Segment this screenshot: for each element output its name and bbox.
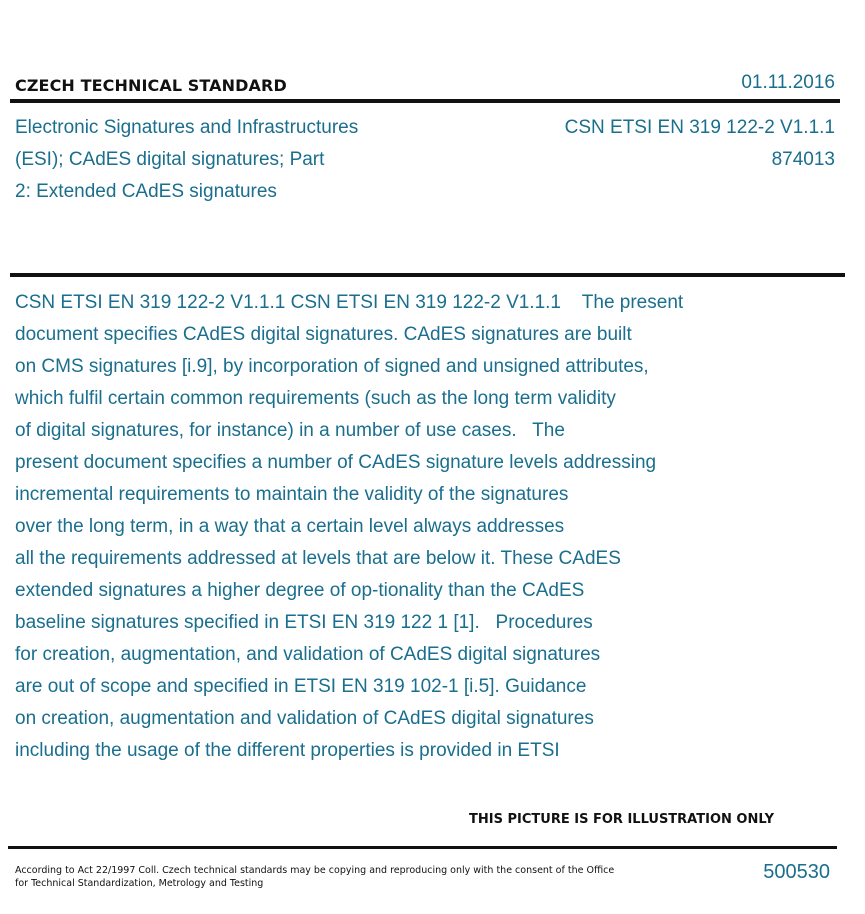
title-divider — [10, 273, 845, 277]
abstract-line: baseline signatures specified in ETSI EN 319 122 1 [1]. Procedures — [15, 612, 593, 633]
standard-title-line: (ESI); CAdES digital signatures; Part — [15, 149, 325, 170]
illustration-disclaimer: THIS PICTURE IS FOR ILLUSTRATION ONLY — [469, 812, 774, 827]
header-divider — [10, 99, 840, 103]
product-code: 500530 — [763, 861, 830, 883]
abstract-line: which fulfil certain common requirements (such as the long term validity — [15, 388, 616, 409]
publication-date: 01.11.2016 — [741, 72, 835, 93]
abstract-line: present document specifies a number of CAdES signature levels addressing — [15, 452, 657, 473]
abstract-line: for creation, augmentation, and validation of CAdES digital signatures — [15, 644, 601, 665]
standard-code: CSN ETSI EN 319 122-2 V1.1.1 — [564, 117, 835, 138]
abstract-line: incremental requirements to maintain the validity of the signatures — [15, 484, 569, 505]
standard-title-line: Electronic Signatures and Infrastructures — [15, 117, 359, 138]
abstract-line: extended signatures a higher degree of op-tionality than the CAdES — [15, 580, 585, 601]
abstract-line: of digital signatures, for instance) in a number of use cases. The — [15, 420, 565, 441]
abstract-line: over the long term, in a way that a certain level always addresses — [15, 516, 565, 537]
abstract-line: including the usage of the different properties is provided in ETSI — [15, 740, 560, 761]
abstract-line: on creation, augmentation and validation of CAdES digital signatures — [15, 708, 594, 729]
catalog-number: 874013 — [771, 149, 835, 170]
document-type-label: CZECH TECHNICAL STANDARD — [15, 76, 287, 95]
standard-title-line: 2: Extended CAdES signatures — [15, 181, 277, 202]
abstract-line: document specifies CAdES digital signatures. CAdES signatures are built — [15, 324, 632, 345]
abstract-line: are out of scope and specified in ETSI EN 319 102-1 [i.5]. Guidance — [15, 676, 587, 697]
copyright-note-line: for Technical Standardization, Metrology and Testing — [15, 878, 264, 889]
copyright-note-line: According to Act 22/1997 Coll. Czech technical standards may be copying and reproducing only with the consent of the Office — [15, 865, 615, 876]
abstract-line: CSN ETSI EN 319 122-2 V1.1.1 CSN ETSI EN 319 122-2 V1.1.1 The present — [15, 292, 684, 313]
abstract-line: all the requirements addressed at levels that are below it. These CAdES — [15, 548, 621, 569]
abstract-line: on CMS signatures [i.9], by incorporation of signed and unsigned attributes, — [15, 356, 649, 377]
footer-divider — [8, 846, 837, 849]
